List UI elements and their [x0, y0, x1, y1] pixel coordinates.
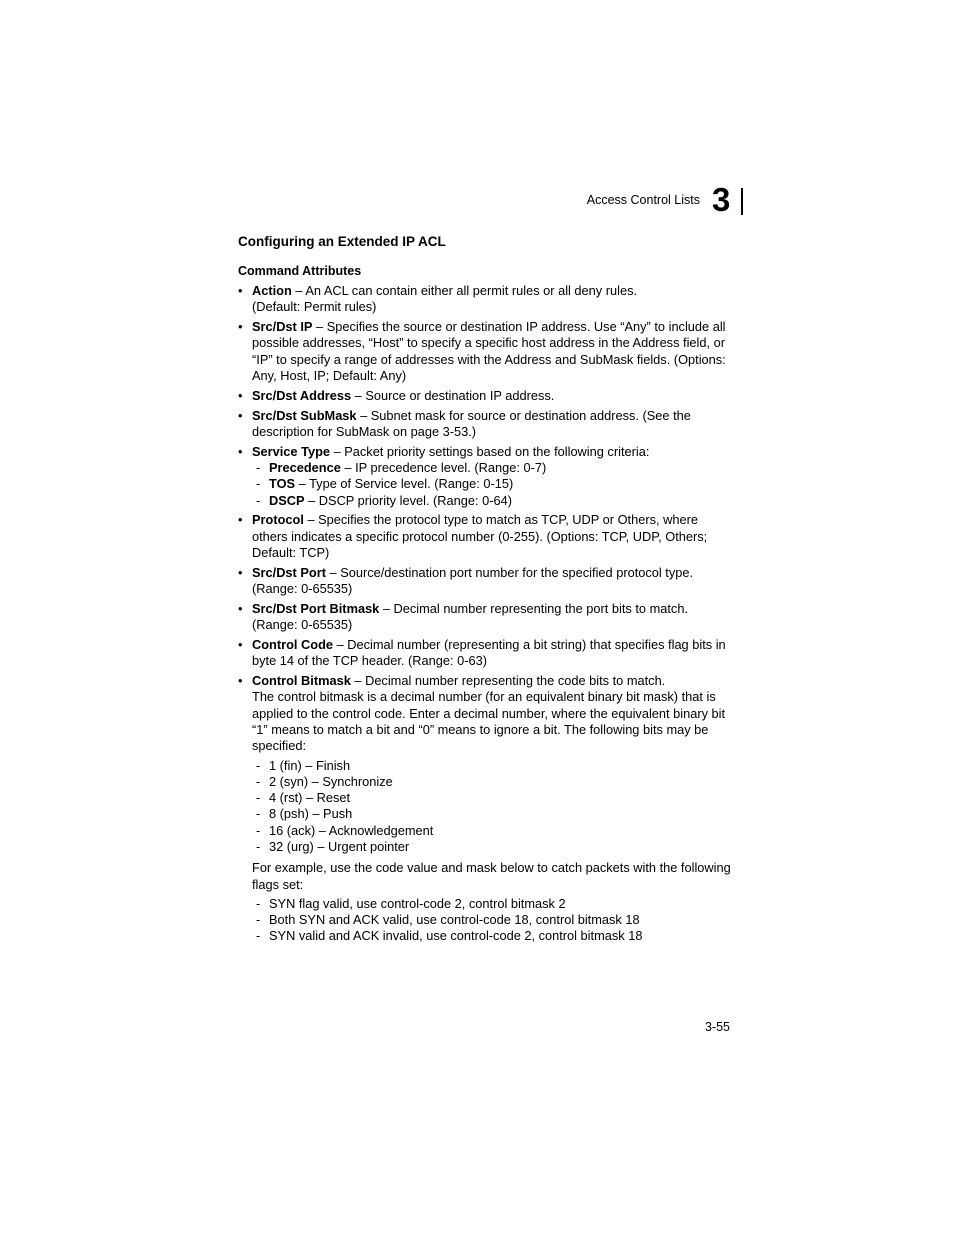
list-item-srcdst-ip: [238, 319, 733, 384]
bit-label: 32 (urg) – Urgent pointer: [269, 839, 410, 854]
term: Src/Dst Port Bitmask: [252, 600, 380, 616]
bit-item: [252, 758, 733, 774]
list-item-srcdst-submask: [238, 408, 733, 441]
list-item-service-type: [238, 444, 733, 509]
example-item: [252, 896, 733, 912]
bit-label: 8 (psh) – Push: [269, 806, 353, 822]
term: Protocol: [252, 512, 304, 528]
bullet: •: [238, 443, 243, 459]
chapter-number: 3: [712, 181, 731, 218]
bullet: •: [238, 636, 243, 652]
bullet: •: [238, 600, 243, 616]
list-item-control-code: [238, 637, 733, 670]
bit-label: 2 (syn) – Synchronize: [269, 773, 393, 789]
bit-label: 4 (rst) – Reset: [269, 790, 351, 806]
term: Src/Dst SubMask: [252, 407, 357, 423]
dash: -: [256, 822, 261, 838]
example-text: SYN flag valid, use control-code 2, control bitmask 2: [269, 895, 566, 911]
description: – IP precedence level. (Range: 0-7): [340, 459, 547, 475]
list-item-protocol: [238, 512, 733, 561]
list-item-srcdst-address: [238, 388, 733, 404]
bullet: •: [238, 407, 243, 423]
description: – Decimal number representing the port bits to match. (Range: 0-65535): [252, 600, 689, 633]
dash: -: [256, 459, 261, 475]
dash: -: [256, 492, 261, 508]
subsection-heading: Command Attributes: [238, 264, 362, 278]
term: Precedence: [269, 459, 341, 475]
dash: -: [256, 476, 261, 492]
dash: -: [256, 806, 261, 822]
description: – Decimal number (representing a bit string) that specifies flag bits in byte 14 of the TCP header. (Range: 0-63): [252, 636, 726, 669]
section-heading: Configuring an Extended IP ACL: [238, 234, 446, 249]
bullet: •: [238, 564, 243, 580]
bullet: •: [238, 673, 243, 689]
running-header-title: Access Control Lists: [586, 193, 700, 207]
example-text: SYN valid and ACK invalid, use control-code 2, control bitmask 18: [269, 928, 643, 944]
chapter-divider: [741, 188, 743, 215]
bullet: •: [238, 283, 243, 298]
list-item-control-bitmask: [238, 673, 733, 945]
description: – Specifies the source or destination IP address. Use “Any” to include all possible addresses, “Host” to specify a specific host address in the Address field, or “IP” to specify a range of addresses with the Address and SubMask fields. (Options: Any, Host, IP; Default: Any): [252, 319, 726, 383]
description-line2: (Default: Permit rules): [252, 299, 377, 315]
example-text: Both SYN and ACK valid, use control-code 18, control bitmask 18: [269, 912, 640, 928]
description: – Subnet mask for source or destination address. (See the description for SubMask on page 3-53.): [252, 407, 691, 439]
description: – Decimal number representing the code bits to match.: [350, 673, 666, 689]
description: – DSCP priority level. (Range: 0-64): [304, 492, 513, 508]
example-item: [252, 912, 733, 928]
list-item-srcdst-port-bitmask: [238, 601, 733, 634]
bit-item: [252, 774, 733, 790]
term: Control Bitmask: [252, 673, 351, 689]
bit-item: [252, 839, 733, 855]
page-body: [238, 234, 733, 948]
term: Src/Dst Port: [252, 564, 326, 580]
bit-item: [252, 806, 733, 822]
bit-label: 16 (ack) – Acknowledgement: [269, 822, 434, 838]
dash: -: [256, 773, 261, 789]
page-number: 3-55: [704, 1020, 730, 1034]
dash: -: [256, 928, 261, 944]
description: – Source or destination IP address.: [351, 387, 555, 403]
control-bitmask-explanation: The control bitmask is a decimal number (for an equivalent binary bit mask) that is applied to the control code. Enter a decimal number, where the equivalent binary bit “1” means to match a bit and “0” means to ignore a bit. The following bits may be specified:: [252, 689, 726, 754]
bit-item: [252, 790, 733, 806]
description: – Type of Service level. (Range: 0-15): [295, 476, 514, 492]
dash: -: [256, 839, 261, 854]
term: Src/Dst IP: [252, 319, 313, 335]
dash: -: [256, 790, 261, 806]
sub-item-tos: [252, 476, 733, 492]
list-item-srcdst-port: [238, 565, 733, 598]
description: – Specifies the protocol type to match as TCP, UDP or Others, where others indicates a specific protocol number (0-255). (Options: TCP, UDP, Others; Default: TCP): [252, 512, 708, 560]
dash: -: [256, 757, 261, 773]
dash: -: [256, 895, 261, 911]
sub-item-dscp: [252, 493, 733, 509]
description: – Source/destination port number for the specified protocol type. (Range: 0-65535): [252, 564, 694, 597]
bullet: •: [238, 319, 243, 335]
description: – An ACL can contain either all permit rules or all deny rules.: [291, 283, 638, 298]
list-item-action: [238, 283, 733, 316]
term: Action: [252, 283, 292, 298]
dash: -: [256, 912, 261, 928]
bit-item: [252, 823, 733, 839]
bullet: •: [238, 512, 243, 528]
bullet: •: [238, 387, 243, 403]
term: Control Code: [252, 636, 334, 652]
bit-label: 1 (fin) – Finish: [269, 757, 351, 773]
term: DSCP: [269, 492, 305, 508]
term: TOS: [269, 476, 296, 492]
example-intro: For example, use the code value and mask below to catch packets with the following flags set:: [252, 860, 731, 892]
sub-item-precedence: [252, 460, 733, 476]
term: Service Type: [252, 443, 331, 459]
example-item: [252, 928, 733, 944]
term: Src/Dst Address: [252, 387, 352, 403]
description: – Packet priority settings based on the following criteria:: [330, 443, 650, 459]
